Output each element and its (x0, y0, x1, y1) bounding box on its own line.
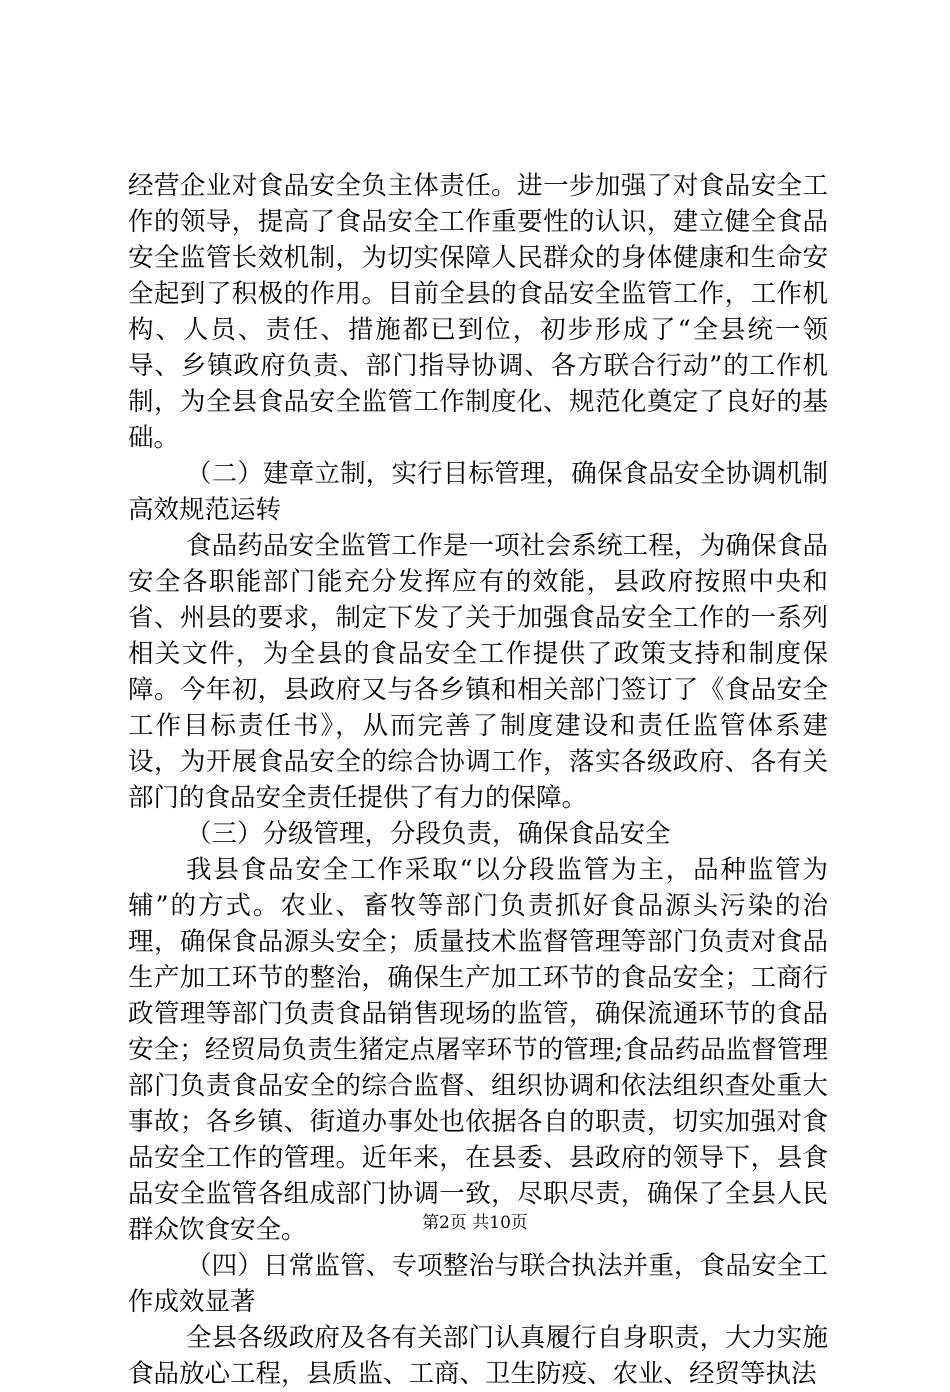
page-footer (0, 1212, 950, 1234)
section-heading-2: （二）建章立制，实行目标管理，确保食品安全协调机制高效规范运转 (128, 459, 828, 525)
paragraph-3: 我县食品安全工作采取“以分段监管为主，品种监管为辅”的方式。农业、畜牧等部门负责抓好食品源头污染的治理，确保食品源头安全；质量技术监督管理等部门负责对食品生产加工环节的整治，确保生产加工环节的食品安全；工商行政管理等部门负责食品销售现场的监管，确保流通环节的食品安全；经贸局负责生猪定点屠宰环节的管理;食品药品监督管理部门负责食品安全的综合监督、组织协调和依法组织查处重大事故；各乡镇、街道办事处也依据各自的职责，切实加强对食品安全工作的管理。近年来，在县委、县政府的领导下，县食品安全监管各组成部门协调一致，尽职尽责，确保了全县人民群众饮食安全。 (128, 855, 828, 1245)
section-heading-4: （四）日常监管、专项整治与联合执法并重，食品安全工作成效显著 (128, 1251, 828, 1317)
document-body (128, 168, 828, 1392)
paragraph-4: 全县各级政府及各有关部门认真履行自身职责，大力实施食品放心工程，县质监、工商、卫生防疫、农业、经贸等执法 (128, 1323, 828, 1389)
paragraph-2: 食品药品安全监管工作是一项社会系统工程，为确保食品安全各职能部门能充分发挥应有的效能，县政府按照中央和省、州县的要求，制定下发了关于加强食品安全工作的一系列相关文件，为全县的食品安全工作提供了政策支持和制度保障。今年初，县政府又与各乡镇和相关部门签订了《食品安全工作目标责任书》，从而完善了制度建设和责任监管体系建设，为开展食品安全的综合协调工作，落实各级政府、各有关部门的食品安全责任提供了有力的保障。 (128, 531, 828, 813)
section-heading-3: （三）分级管理，分段负责，确保食品安全 (186, 819, 671, 849)
page-number: 第2页 共10页 (422, 1213, 528, 1233)
paragraph-1: 经营企业对食品安全负主体责任。进一步加强了对食品安全工作的领导，提高了食品安全工作重要性的认识，建立健全食品安全监管长效机制，为切实保障人民群众的身体健康和生命安全起到了积极的作用。目前全县的食品安全监管工作，工作机构、人员、责任、措施都已到位，初步形成了“全县统一领导、乡镇政府负责、部门指导协调、各方联合行动”的工作机制，为全县食品安全监管工作制度化、规范化奠定了良好的基础。 (128, 171, 828, 453)
